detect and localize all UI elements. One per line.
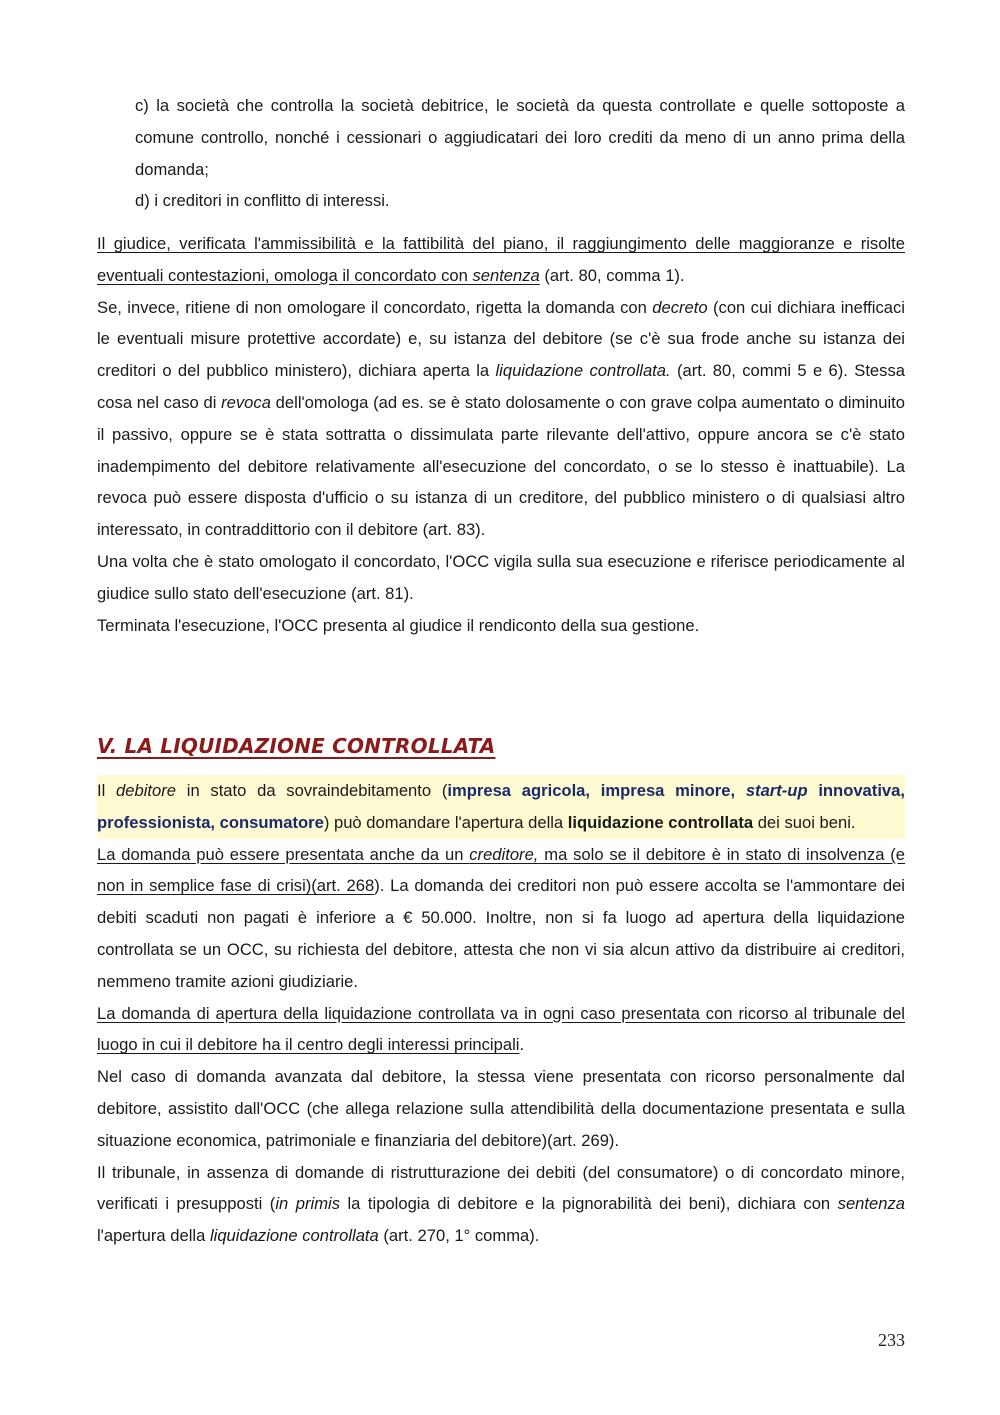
underlined-text: La domanda può essere presentata anche da un — [97, 844, 470, 864]
italic-term: creditore, — [469, 844, 539, 864]
list-item-d: d) i creditori in conflitto di interessi. — [135, 191, 390, 211]
paragraph-esecuzione: Una volta che è stato omologato il concordato, l'OCC vigila sulla sua esecuzione e riferisce periodicamente al giudice sullo stato dell'esecuzione (art. 81). — [97, 551, 905, 603]
body-text-top — [97, 228, 905, 641]
italic-term: liquidazione controllata — [209, 1226, 379, 1246]
bold-italic-term: start-up — [745, 781, 808, 800]
body-text-section — [97, 775, 905, 1252]
italic-term: debitore — [116, 781, 177, 800]
italic-term: liquidazione controllata. — [495, 361, 671, 381]
paragraph-ricorso: La domanda di apertura della liquidazione controllata va in ogni caso presentata con ricorso al tribunale del luogo in cui il debitore ha il centro degli interessi principali. — [97, 1003, 905, 1055]
underlined-text: ma solo se il debitore è in stato di insolvenza (e non in semplice fase di crisi)(art. 268 — [97, 844, 905, 896]
paragraph-omologa: Il giudice, verificata l'ammissibilità e la fattibilità del piano, il raggiungimento delle maggioranze e risolte eventuali contestazioni, omologa il concordato con sentenza (art. 80, comma 1). — [97, 234, 905, 285]
paragraph-debitore-highlight: Il debitore in stato da sovraindebitamento (impresa agricola, impresa minore, start-up innovativa, professionista, consumatore) può domandare l'apertura della liquidazione controllata dei suoi beni. — [97, 775, 905, 839]
bold-term: impresa agricola, impresa minore, — [447, 781, 746, 800]
italic-term: sentenza — [837, 1194, 905, 1214]
section-heading: V. LA LIQUIDAZIONE CONTROLLATA — [97, 734, 496, 758]
list-items — [135, 90, 905, 217]
paragraph-domanda-debitore: Nel caso di domanda avanzata dal debitore, la stessa viene presentata con ricorso personalmente dal debitore, assistito dall'OCC (che allega relazione sulla attendibilità della documentazione presentata e sulla situazione economica, patrimoniale e finanziaria del debitore)(art. 269). — [97, 1067, 905, 1150]
underlined-text: Il giudice, verificata l'ammissibilità e la fattibilità del piano, il raggiungimento delle maggioranze e risolte eventuali contestazioni, omologa il concordato con — [97, 234, 905, 285]
italic-term: decreto — [652, 297, 708, 317]
page-number: 233 — [878, 1330, 905, 1350]
bold-term: liquidazione controllata — [567, 812, 754, 832]
italic-term: in primis — [275, 1194, 340, 1214]
italic-term: sentenza — [472, 265, 540, 285]
underlined-text: La domanda di apertura della liquidazione controllata va in ogni caso presentata con ricorso al tribunale del luogo in cui il debitore ha il centro degli interessi principali — [97, 1003, 905, 1055]
paragraph-rendiconto: Terminata l'esecuzione, l'OCC presenta al giudice il rendiconto della sua gestione. — [97, 615, 700, 635]
bold-term: innovativa, professionista, consumatore — [97, 781, 905, 832]
italic-term: revoca — [221, 392, 271, 412]
paragraph-creditore: La domanda può essere presentata anche da un creditore, ma solo se il debitore è in stato di insolvenza (e non in semplice fase di crisi)(art. 268). La domanda dei creditori non può essere accolta se l'ammontare dei debiti scaduti non pagati è inferiore a € 50.000. Inoltre, non si fa luogo ad apertura della liquidazione controllata se un OCC, su richiesta del debitore, attesta che non vi sia alcun attivo da distribuire ai creditori, nemmeno tramite azioni giudiziarie. — [97, 844, 905, 991]
paragraph-rigetto: Se, invece, ritiene di non omologare il concordato, rigetta la domanda con decreto (con cui dichiara inefficaci le eventuali misure protettive accordate) e, su istanza del debitore (se c'è sua frode anche su istanza dei creditori o del pubblico ministero), dichiara aperta la liquidazione controllata. (art. 80, commi 5 e 6). Stessa cosa nel caso di revoca dell'omologa (ad es. se è stato dolosamente o con grave colpa aumentato o diminuito il passivo, oppure se è stata sottratta o dissimulata parte rilevante dell'attivo, oppure ancora se c'è stato inadempimento del debitore relativamente all'esecuzione del concordato, o se lo stesso è inattuabile). La revoca può essere disposta d'ufficio o su istanza di un creditore, del pubblico ministero o di qualsiasi altro interessato, in contraddittorio con il debitore (art. 83). — [97, 297, 905, 540]
paragraph-tribunale: Il tribunale, in assenza di domande di ristrutturazione dei debiti (del consumatore) o di concordato minore, verificati i presupposti (in primis la tipologia di debitore e la pignorabilità dei beni), dichiara con sentenza l'apertura della liquidazione controllata (art. 270, 1° comma). — [97, 1162, 905, 1246]
list-item-c: c) la società che controlla la società debitrice, le società da questa controllate e quelle sottoposte a comune controllo, nonché i cessionari o aggiudicatari dei loro crediti da meno di un anno prima della domanda; — [135, 96, 905, 179]
